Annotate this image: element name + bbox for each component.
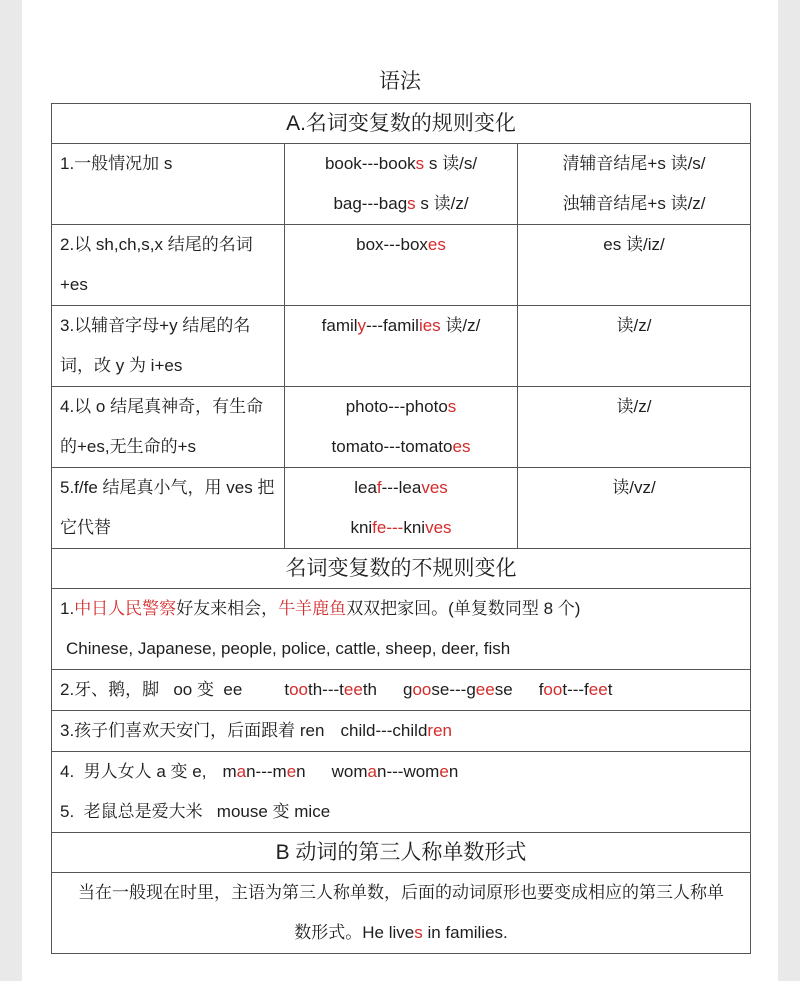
- irregular-header: 名词变复数的不规则变化: [52, 549, 751, 589]
- table-row: [52, 752, 751, 833]
- example-cell: [285, 225, 518, 306]
- pronunciation-cell: 读/z/: [518, 387, 751, 468]
- examples-line: Chinese, Japanese, people, police, cattle, sheep, deer, fish: [66, 639, 511, 658]
- example-cell: [285, 306, 518, 387]
- irregular-header-row: [52, 549, 751, 589]
- table-row: [52, 589, 751, 670]
- rule-cell: 2.以 sh,ch,s,x 结尾的名词+es: [52, 225, 285, 306]
- example-cell: [285, 468, 518, 549]
- table-row: [52, 387, 751, 468]
- example-line: leaf---leaves: [354, 478, 448, 497]
- example-line: book---books s 读/s/: [324, 154, 478, 173]
- document-page: [22, 0, 778, 981]
- grammar-table: [51, 103, 751, 954]
- example-line: knife---knives: [350, 518, 452, 537]
- rule-cell: 3.以辅音字母+y 结尾的名词，改 y 为 i+es: [52, 306, 285, 387]
- rhyme-line: 1.中日人民警察好友来相会，牛羊鹿鱼双双把家回。(单复数同型 8 个): [60, 599, 581, 618]
- page-title: 语法: [379, 70, 421, 93]
- example-line: bag---bags s 读/z/: [333, 194, 469, 213]
- table-row: [52, 225, 751, 306]
- table-row: [52, 873, 751, 954]
- table-row: [52, 711, 751, 752]
- pronunciation-cell: 清辅音结尾+s 读/s/ 浊辅音结尾+s 读/z/: [518, 144, 751, 225]
- irregular-rule-1: [52, 589, 751, 670]
- example-line: photo---photos: [345, 397, 457, 416]
- section-a-header: A.名词变复数的规则变化: [52, 104, 751, 144]
- irregular-rule-2: 2.牙、鹅，脚 oo 变 ee tooth---teeth goose---geese foot---feet: [52, 670, 751, 711]
- irregular-rule-3: 3.孩子们喜欢天安门，后面跟着 ren child---children: [52, 711, 751, 752]
- section-a-header-row: [52, 104, 751, 144]
- rule-cell: 5.f/fe 结尾真小气，用 ves 把它代替: [52, 468, 285, 549]
- rule-cell: 4.以 o 结尾真神奇，有生命的+es,无生命的+s: [52, 387, 285, 468]
- irregular-rule-4: 4. 男人女人 a 变 e, man---men woman---women 5. 老鼠总是爱大米 mouse 变 mice: [52, 752, 751, 833]
- pronunciation-cell: 读/z/: [518, 306, 751, 387]
- section-b-header: B 动词的第三人称单数形式: [52, 833, 751, 873]
- example-line: box---boxes: [356, 235, 446, 254]
- table-row: [52, 468, 751, 549]
- pronunciation-cell: 读/vz/: [518, 468, 751, 549]
- table-row: [52, 306, 751, 387]
- table-row: [52, 670, 751, 711]
- example-cell: [285, 387, 518, 468]
- example-line: family---families 读/z/: [321, 316, 481, 335]
- section-b-header-row: [52, 833, 751, 873]
- table-row: [52, 144, 751, 225]
- example-cell: [285, 144, 518, 225]
- example-line: tomato---tomatoes: [331, 437, 471, 456]
- rule-cell: 1.一般情况加 s: [52, 144, 285, 225]
- section-b-text: 当在一般现在时里，主语为第三人称单数，后面的动词原形也要变成相应的第三人称单 数形式。He lives in families.: [52, 873, 751, 954]
- pronunciation-cell: es 读/iz/: [518, 225, 751, 306]
